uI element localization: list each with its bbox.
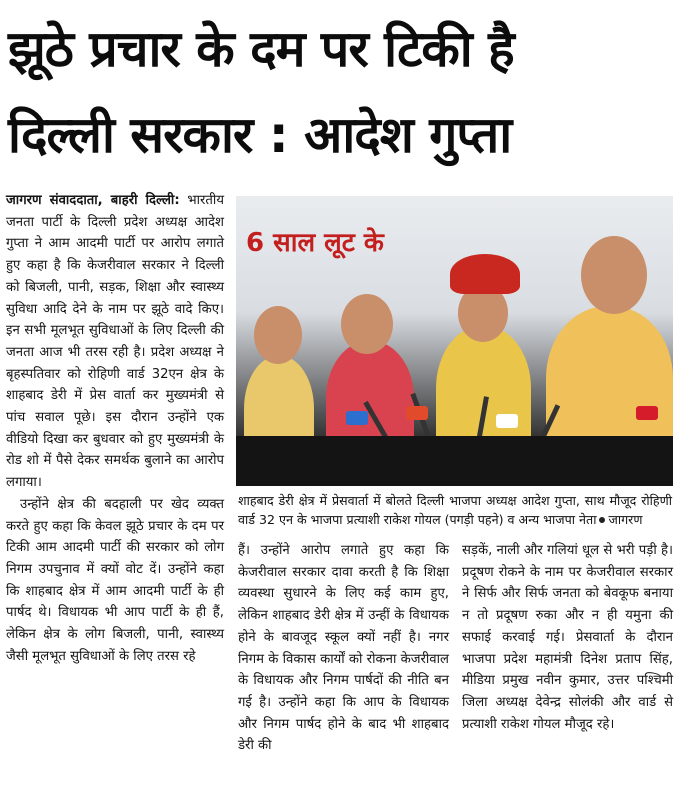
channel-mic-flag [496, 414, 518, 428]
photo-caption-text: शाहबाद डेरी क्षेत्र में प्रेसवार्ता में बोलते दिल्ली भाजपा अध्यक्ष आदेश गुप्ता, साथ मौजूद रोहिणी वार्ड 32 एन के भाजपा प्रत्याशी राकेश गोयल (पगड़ी पहने) व अन्य भाजपा नेता [238, 493, 672, 527]
column-3-paragraph: सड़कें, नाली और गलियां धूल से भरी पड़ी है। प्रदूषण रोकने के नाम पर केजरीवाल सरकार ने सिर्फ और सिर्फ जनता को बेवकूफ बनाया न तो प्रदूषण रुका और न ही यमुना की सफाई करवाई गई। प्रेसवार्ता के दौरान भाजपा प्रदेश महामंत्री दिनेश प्रताप सिंह, मीडिया प्रमुख नवीन कुमार, उत्तर पश्चिमी जिला अध्यक्ष देवेन्द्र सोलंकी और वार्ड से प्रत्याशी राकेश गोयल मौजूद रहे। [462, 543, 673, 732]
person-left-head [254, 306, 302, 364]
article-column-3 [462, 540, 673, 735]
dateline: जागरण संवाददाता, बाहरी दिल्ली: [6, 193, 180, 208]
turban [450, 254, 520, 294]
photo-caption [238, 491, 672, 529]
press-table [236, 436, 673, 486]
article-column-2 [238, 540, 449, 757]
person-speaker-figure [546, 306, 673, 456]
column-2-paragraph: हैं। उन्होंने आरोप लगाते हुए कहा कि केजरीवाल सरकार दावा करती है कि शिक्षा व्यवस्था सुधारने के लिए कई काम हुए, लेकिन शाहबाद डेरी क्षेत्र में उन्हीं के विधायक होने के बावजूद स्कूल क्यों नहीं है। नगर निगम के विकास कार्यों को रोकना केजरीवाल के विधायक और निगम पार्षदों की नीति बन गई है। उन्होंने कहा कि आप के विधायक और निगम पार्षद होने के बाद भी शाहबाद डेरी की [238, 543, 449, 754]
channel-mic-flag [346, 411, 368, 425]
photo-backdrop-banner: 6 साल लूट के [246, 228, 384, 258]
headline [8, 6, 672, 178]
column-1-paragraph-1: भारतीय जनता पार्टी के दिल्ली प्रदेश अध्यक्ष आदेश गुप्ता ने आम आदमी पार्टी पर आरोप लगाते हुए कहा है कि केजरीवाल सरकार ने दिल्ली को बिजली, पानी, सड़क, शिक्षा और स्वास्थ्य सुविधा आदि देने के नाम पर झूठे वादे किए। इन सभी मूलभूत सुविधाओं के लिए दिल्ली की जनता आज भी तरस रही है। प्रदेश अध्यक्ष ने बृहस्पतिवार को रोहिणी वार्ड 32एन क्षेत्र के शाहबाद डेरी में प्रेस वार्ता कर मुख्यमंत्री से पांच सवाल पूछे। इस दौरान उन्होंने एक वीडियो दिखा कर बुधवार को हुए मुख्यमंत्री के रोड शो में पैसे देकर समर्थक बुलाने का आरोप लगाया। [6, 193, 224, 491]
person-second-head [341, 294, 393, 354]
channel-mic-flag [406, 406, 428, 420]
column-1-paragraph-2: उन्होंने क्षेत्र की बदहाली पर खेद व्यक्त करते हुए कहा कि केवल झूठे प्रचार के दम पर टिकी आम आदमी पार्टी की सरकार को लोग निगम उपचुनाव में क्यों वोट दें। उन्होंने कहा कि शाहबाद क्षेत्र में आम आदमी पार्टी के ही पार्षद थे। विधायक भी आप पार्टी के ही हैं, लेकिन क्षेत्र के लोग बिजली, पानी, स्वास्थ्य जैसी मूलभूत सुविधाओं के लिए तरस रहे [6, 496, 224, 664]
channel-mic-flag [636, 406, 658, 420]
person-speaker-head [581, 236, 647, 314]
photo-credit: जागरण [608, 512, 643, 527]
headline-line-2: दिल्ली सरकार : आदेश गुप्ता [8, 106, 512, 164]
credit-bullet-icon [599, 517, 605, 523]
press-conference-photo [236, 196, 673, 486]
article-column-1 [6, 190, 224, 790]
headline-line-1: झूठे प्रचार के दम पर टिकी है [8, 20, 514, 78]
